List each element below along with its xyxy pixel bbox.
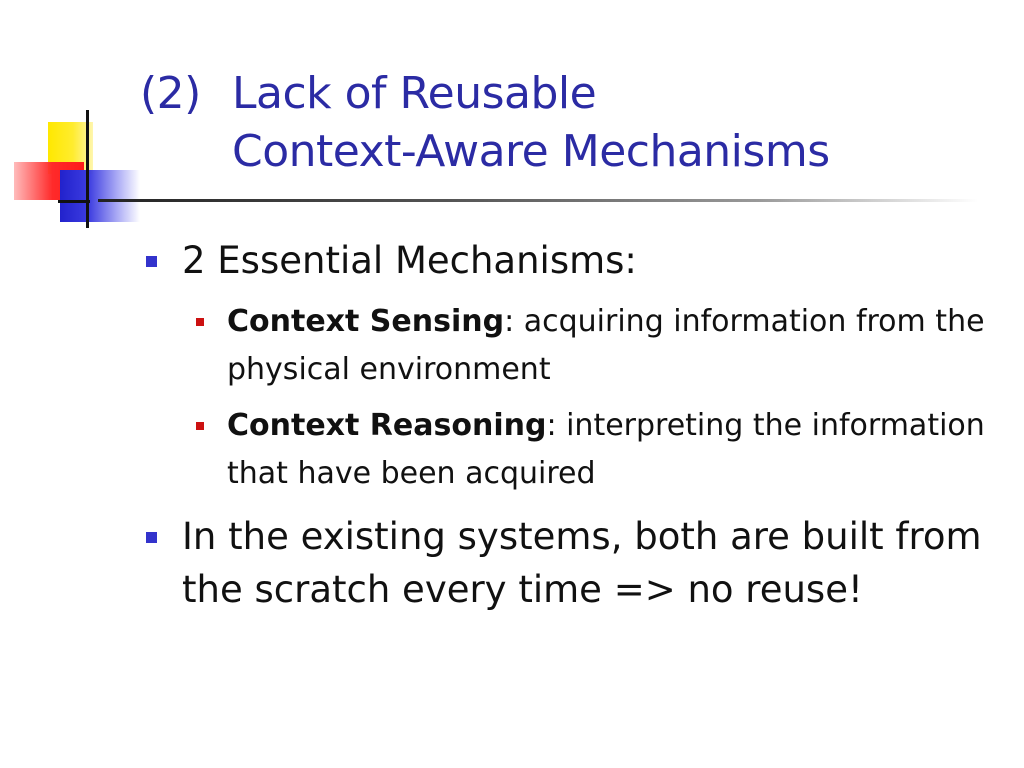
sub-bullet-item — [196, 298, 986, 394]
square-bullet-icon — [146, 532, 157, 543]
title-line-1: Lack of Reusable — [232, 68, 597, 119]
sub-bullet-text — [227, 402, 986, 498]
title-number: (2) — [140, 68, 201, 119]
bullet-text: 2 Essential Mechanisms: — [182, 239, 637, 282]
title-divider — [98, 199, 978, 202]
sub-bullet-description: : interpreting the information that have been acquired — [227, 408, 985, 491]
logo-horizontal-line — [58, 200, 90, 203]
logo-blue-square — [60, 170, 140, 222]
bullet-item — [146, 234, 1006, 287]
sub-bullet-text — [227, 298, 986, 394]
bullet-item — [146, 510, 1006, 616]
square-bullet-icon — [196, 422, 204, 430]
logo-vertical-line — [86, 110, 89, 228]
title-line-2: Context-Aware Mechanisms — [232, 126, 830, 177]
slide-logo — [0, 0, 140, 240]
sub-bullet-term: Context Sensing — [227, 304, 505, 339]
square-bullet-icon — [146, 256, 157, 267]
sub-bullet-term: Context Reasoning — [227, 408, 547, 443]
sub-bullet-item — [196, 402, 986, 498]
bullet-text: In the existing systems, both are built from the scratch every time => no reuse! — [182, 515, 982, 611]
square-bullet-icon — [196, 318, 204, 326]
sub-bullet-description: : acquiring information from the physical environment — [227, 304, 985, 387]
